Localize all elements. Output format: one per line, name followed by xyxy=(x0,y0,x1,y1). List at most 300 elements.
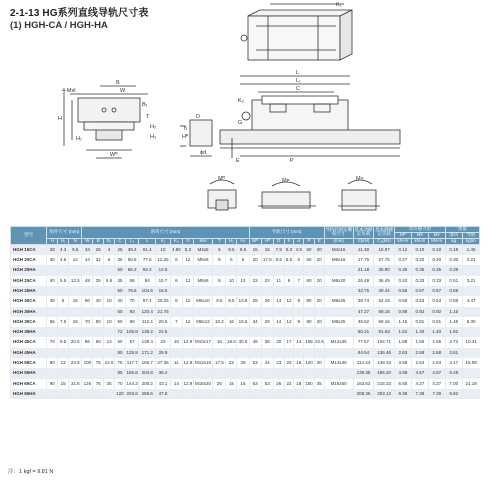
table-cell xyxy=(324,307,353,317)
table-cell xyxy=(69,307,82,317)
table-cell: 26 xyxy=(273,379,284,389)
dim-label-h3: H₃ xyxy=(150,134,157,140)
moment-label-mp: Mᴘ xyxy=(282,178,290,184)
table-cell: 21.75 xyxy=(156,307,171,317)
table-cell xyxy=(294,348,304,358)
table-cell: 94.54 xyxy=(353,348,374,358)
table-cell xyxy=(47,368,58,378)
table-cell: 4.17 xyxy=(445,358,462,368)
table-cell: 6 xyxy=(170,276,182,286)
table-cell: 2.73 xyxy=(445,337,462,347)
table-cell: 35 xyxy=(115,276,126,286)
table-cell: 0.35 xyxy=(411,265,428,275)
table-cell: 11 xyxy=(273,276,284,286)
table-cell: 1.98 xyxy=(394,337,411,347)
header-assembly: 组件尺寸 (mm) xyxy=(47,227,82,239)
table-cell xyxy=(324,265,353,275)
table-cell: 28 xyxy=(47,244,58,255)
table-cell: 9 xyxy=(294,296,304,306)
table-cell: 2.64 xyxy=(411,358,428,368)
table-cell xyxy=(213,286,226,296)
header-sub-col: C(kN) xyxy=(353,238,374,244)
table-cell: 7.38 xyxy=(428,389,445,399)
model-cell: HGH 30CA xyxy=(11,296,47,306)
dim-label-e: E xyxy=(236,158,240,164)
table-cell: 1.16 xyxy=(445,307,462,317)
page-title: 2-1-13 HG系列直线导轨尺寸表 xyxy=(10,8,149,19)
table-cell: M5x6 xyxy=(193,255,212,265)
table-cell: 1.40 xyxy=(428,327,445,337)
table-cell: 0.92 xyxy=(428,307,445,317)
header-sub-col: B₁ xyxy=(104,238,115,244)
header-my: Mʏ xyxy=(428,232,445,238)
table-cell: 117.7 xyxy=(126,358,139,368)
table-cell: 9.5 xyxy=(273,255,284,265)
table-cell: 139.4 xyxy=(139,337,156,347)
header-unit: kN-m xyxy=(394,238,411,244)
table-cell: 0.57 xyxy=(411,286,428,296)
table-cell xyxy=(193,327,212,337)
table-cell: 50 xyxy=(93,317,104,327)
table-cell xyxy=(314,327,324,337)
table-cell: 8 xyxy=(213,255,226,265)
table-cell: 0.66 xyxy=(394,296,411,306)
table-cell xyxy=(294,265,304,275)
table-cell: 12.9 xyxy=(182,337,193,347)
header-sub-col: B xyxy=(93,238,104,244)
table-cell xyxy=(249,389,261,399)
table-cell: 0.35 xyxy=(394,265,411,275)
table-cell xyxy=(304,327,315,337)
table-cell: 4.5 xyxy=(294,244,304,255)
table-cell: 15 xyxy=(237,379,249,389)
table-cell xyxy=(304,348,315,358)
table-cell xyxy=(284,307,294,317)
header-sub-col: P xyxy=(304,238,315,244)
table-cell: 0.35 xyxy=(428,265,445,275)
table-cell: 5.3 xyxy=(284,244,294,255)
table-cell xyxy=(294,307,304,317)
spec-table xyxy=(10,226,480,399)
header-sub-col: W xyxy=(82,238,93,244)
table-row xyxy=(11,307,480,317)
table-cell: 63 xyxy=(249,379,261,389)
table-cell: 4.6 xyxy=(58,255,69,265)
header-sub-col: Hᴿ xyxy=(261,238,273,244)
header-sub-col: (mm) xyxy=(324,238,353,244)
table-cell: 49.52 xyxy=(353,317,374,327)
table-cell: 9.5 xyxy=(58,337,69,347)
table-cell xyxy=(304,389,315,399)
table-cell: 60 xyxy=(115,337,126,347)
header-weight: 重量 xyxy=(445,227,479,233)
table-cell: 9.5 xyxy=(226,296,237,306)
table-cell: 5.5 xyxy=(58,276,69,286)
table-cell: M8x25 xyxy=(324,296,353,306)
table-cell: 10 xyxy=(226,276,237,286)
header-weight-block: 滑块 xyxy=(445,232,462,238)
table-cell: 26 xyxy=(115,244,126,255)
table-cell: 55 xyxy=(47,317,58,327)
table-cell: 22 xyxy=(226,358,237,368)
table-cell: 7.5 xyxy=(273,244,284,255)
table-cell: 80 xyxy=(304,317,315,327)
table-cell: 9 xyxy=(294,317,304,327)
table-cell xyxy=(314,348,324,358)
table-cell: 6 xyxy=(226,255,237,265)
table-cell: 21.18 xyxy=(462,379,479,389)
table-cell xyxy=(93,307,104,317)
table-cell: 48 xyxy=(82,276,93,286)
table-row xyxy=(11,337,480,347)
table-cell xyxy=(104,368,115,378)
table-cell: 16 xyxy=(69,296,82,306)
table-cell xyxy=(462,265,479,275)
table-cell: 8.5 xyxy=(284,255,294,265)
table-cell: 20.25 xyxy=(156,296,171,306)
table-cell: 1.55 xyxy=(428,337,445,347)
dim-label-k2: K₂ xyxy=(238,98,244,104)
header-sub-col: Wᴿ xyxy=(249,238,261,244)
table-cell: 4.57 xyxy=(411,368,428,378)
table-cell: 102.71 xyxy=(374,337,395,347)
table-cell xyxy=(462,307,479,317)
table-cell: 16 xyxy=(226,317,237,327)
table-cell: 22.5 xyxy=(156,327,171,337)
table-cell: 10.2 xyxy=(213,317,226,327)
table-cell xyxy=(249,368,261,378)
dim-label-h2: H₂ xyxy=(150,124,157,130)
table-cell xyxy=(213,389,226,399)
table-cell: 150 xyxy=(304,379,315,389)
table-cell xyxy=(249,327,261,337)
table-cell: 17.75 xyxy=(353,255,374,265)
dim-label-hr: Hᴿ xyxy=(182,134,189,140)
table-cell: 11 xyxy=(170,358,182,368)
table-cell: 60.21 xyxy=(353,327,374,337)
table-cell: 0.30 xyxy=(445,255,462,265)
table-cell: 4.3 xyxy=(58,244,69,255)
table-cell: 0.39 xyxy=(445,265,462,275)
dim-label-b1: B₁ xyxy=(142,102,148,108)
table-cell: 12.9 xyxy=(182,379,193,389)
table-cell xyxy=(93,286,104,296)
table-cell: 4.47 xyxy=(462,296,479,306)
table-cell: 12.5 xyxy=(104,358,115,368)
table-cell: 120 xyxy=(115,389,126,399)
table-cell xyxy=(104,307,115,317)
table-cell xyxy=(237,265,249,275)
table-cell xyxy=(47,389,58,399)
table-cell: 12 xyxy=(182,255,193,265)
table-cell: 12.5 xyxy=(69,276,82,286)
table-row xyxy=(11,317,480,327)
table-cell: 26.48 xyxy=(353,276,374,286)
table-cell: 84 xyxy=(139,276,156,286)
model-cell: HGH 65CA xyxy=(11,379,47,389)
table-cell xyxy=(104,389,115,399)
table-cell xyxy=(47,307,58,317)
table-cell xyxy=(284,348,294,358)
table-cell: 69.16 xyxy=(374,317,395,327)
table-cell: 16 xyxy=(213,337,226,347)
header-block: 滑块尺寸 (mm) xyxy=(82,227,249,239)
table-cell: 18 xyxy=(69,317,82,327)
table-cell: 23 xyxy=(249,276,261,286)
moment-mp-drawing xyxy=(258,182,316,208)
table-cell: 15 xyxy=(261,244,273,255)
table-header-group-row xyxy=(11,227,480,233)
table-cell: M16x50 xyxy=(324,379,353,389)
table-cell: M12x18 xyxy=(193,358,212,368)
header-rail: 导轨尺寸 (mm) xyxy=(249,227,324,239)
table-cell: 50 xyxy=(115,317,126,327)
table-cell: 208.36 xyxy=(353,389,374,399)
table-cell: 20 xyxy=(273,337,284,347)
table-cell: 91.63 xyxy=(374,327,395,337)
table-cell xyxy=(294,368,304,378)
table-cell: 39.4 xyxy=(126,244,139,255)
table-cell: 138.2 xyxy=(139,327,156,337)
table-row xyxy=(11,276,480,286)
table-cell xyxy=(182,348,193,358)
table-cell: 75 xyxy=(115,358,126,368)
table-cell xyxy=(324,368,353,378)
table-cell: 6.5 xyxy=(104,276,115,286)
table-cell xyxy=(284,286,294,296)
table-cell xyxy=(314,286,324,296)
table-cell: 1.45 xyxy=(445,317,462,327)
table-cell: M4x16 xyxy=(324,244,353,255)
table-cell: 92.2 xyxy=(139,265,156,275)
dim-label-h-small: h xyxy=(184,126,188,132)
model-cell: HGH 25HA xyxy=(11,286,47,296)
table-cell: 19.6 xyxy=(237,317,249,327)
header-dyn: 基本动额定负载 xyxy=(354,226,373,237)
header-bolt: 导轨的固定螺栓尺寸 xyxy=(325,226,353,237)
table-cell: 23 xyxy=(156,337,171,347)
table-cell xyxy=(294,327,304,337)
table-cell xyxy=(462,327,479,337)
table-cell xyxy=(284,389,294,399)
model-cell: HGH 65HA xyxy=(11,389,47,399)
table-cell xyxy=(182,389,193,399)
table-cell: 0.12 xyxy=(394,244,411,255)
table-cell xyxy=(104,286,115,296)
dim-label-h1: H₁ xyxy=(76,136,82,142)
table-cell xyxy=(170,368,182,378)
table-cell: 60 xyxy=(93,337,104,347)
table-cell xyxy=(193,265,212,275)
table-cell: 7.5 xyxy=(58,317,69,327)
dim-label-k1: K₁ xyxy=(336,2,342,8)
table-cell: 78.6 xyxy=(126,286,139,296)
table-cell: 69.16 xyxy=(374,307,395,317)
table-cell: 49.44 xyxy=(374,286,395,296)
table-cell: 12.25 xyxy=(156,255,171,265)
table-cell xyxy=(314,368,324,378)
model-cell: HGH 15CA xyxy=(11,244,47,255)
table-cell xyxy=(104,327,115,337)
table-cell: 15.08 xyxy=(462,358,479,368)
table-cell: 47.27 xyxy=(353,307,374,317)
moment-mr-drawing xyxy=(208,180,236,210)
table-cell: 7.00 xyxy=(445,379,462,389)
table-cell: 44 xyxy=(82,255,93,265)
table-cell: 6 xyxy=(104,255,115,265)
header-sub-col: H₃ xyxy=(237,238,249,244)
table-cell: 22 xyxy=(284,379,294,389)
table-cell: 4.27 xyxy=(411,379,428,389)
table-cell: 60 xyxy=(304,244,315,255)
table-cell: 112.4 xyxy=(139,317,156,327)
table-cell: M8x12 xyxy=(193,317,212,327)
table-cell xyxy=(462,368,479,378)
table-row xyxy=(11,358,480,368)
table-cell: 1.16 xyxy=(394,317,411,327)
dim-label-p: P xyxy=(290,158,294,164)
table-cell: 14 xyxy=(273,317,284,327)
table-cell xyxy=(193,368,212,378)
section-subtitle: (1) HGH-CA / HGH-HA xyxy=(10,20,108,31)
table-cell xyxy=(58,389,69,399)
table-row xyxy=(11,255,480,265)
dim-label-l1: L₁ xyxy=(296,78,301,84)
dim-label-t: T xyxy=(146,114,150,120)
table-cell: 196.20 xyxy=(374,368,395,378)
model-cell: HGH 45CA xyxy=(11,337,47,347)
table-cell xyxy=(58,327,69,337)
header-stat: 基本静额定负载 xyxy=(375,226,394,237)
table-cell: 60 xyxy=(82,296,93,306)
table-cell: 45 xyxy=(47,296,58,306)
table-cell: 80 xyxy=(47,358,58,368)
table-cell: 12 xyxy=(69,255,82,265)
table-cell xyxy=(104,348,115,358)
dim-label-b: B xyxy=(116,80,120,86)
table-cell xyxy=(170,307,182,317)
header-unit: kN-m xyxy=(428,238,445,244)
table-cell xyxy=(82,389,93,399)
model-cell: HGH 30HA xyxy=(11,307,47,317)
table-cell: 20 xyxy=(314,317,324,327)
table-cell xyxy=(324,348,353,358)
table-cell: 0.33 xyxy=(411,276,428,286)
table-cell xyxy=(304,368,315,378)
table-cell xyxy=(93,368,104,378)
table-cell: 0.92 xyxy=(411,307,428,317)
table-cell: 13 xyxy=(237,276,249,286)
header-unit: kg xyxy=(445,238,462,244)
table-cell: 61.4 xyxy=(139,244,156,255)
table-cell: 0.10 xyxy=(411,244,428,255)
table-cell: 4.85 xyxy=(170,244,182,255)
table-cell: 52.19 xyxy=(374,296,395,306)
table-cell: 26 xyxy=(93,244,104,255)
table-cell: 9.5 xyxy=(69,244,82,255)
table-cell: 8 xyxy=(213,276,226,286)
dim-label-d: D xyxy=(196,114,200,120)
table-cell xyxy=(69,265,82,275)
table-cell: 0.18 xyxy=(445,244,462,255)
table-cell xyxy=(170,286,182,296)
table-row xyxy=(11,286,480,296)
table-cell: 4.57 xyxy=(428,368,445,378)
table-row xyxy=(11,389,480,399)
header-sub-col: H₁ xyxy=(58,238,69,244)
side-view-drawing xyxy=(220,76,400,158)
model-cell: HGH 35HA xyxy=(11,327,47,337)
table-cell: M10x17 xyxy=(193,337,212,347)
table-cell: 53 xyxy=(249,358,261,368)
header-mr: Mᴿ xyxy=(394,232,411,238)
table-cell xyxy=(82,368,93,378)
table-row xyxy=(11,327,480,337)
table-cell xyxy=(284,368,294,378)
table-cell: 7 xyxy=(170,317,182,327)
table-cell: 1.40 xyxy=(411,327,428,337)
table-cell xyxy=(182,307,193,317)
table-cell: 10 xyxy=(104,317,115,327)
table-cell: 9 xyxy=(284,276,294,286)
table-cell xyxy=(294,286,304,296)
table-cell: 29 xyxy=(261,317,273,327)
table-cell xyxy=(104,265,115,275)
table-cell: 43.1 xyxy=(156,379,171,389)
table-cell: 10 xyxy=(104,296,115,306)
table-cell: 13 xyxy=(58,358,69,368)
table-cell: 1.92 xyxy=(445,327,462,337)
header-sub-col: H xyxy=(47,238,58,244)
table-cell: 0.88 xyxy=(394,307,411,317)
table-cell: 20 xyxy=(314,296,324,306)
table-cell: 14 xyxy=(170,379,182,389)
table-cell: M4x5 xyxy=(193,244,212,255)
table-cell: 93 xyxy=(126,307,139,317)
table-cell: 32 xyxy=(93,255,104,265)
table-cell xyxy=(47,348,58,358)
table-cell: 15 xyxy=(58,379,69,389)
table-cell: 22.5 xyxy=(314,337,324,347)
table-cell: 144.2 xyxy=(126,379,139,389)
table-cell xyxy=(226,286,237,296)
header-sub-col: T xyxy=(213,238,226,244)
header-sub-col: N xyxy=(69,238,82,244)
table-cell xyxy=(462,389,479,399)
table-row xyxy=(11,244,480,255)
table-cell xyxy=(226,327,237,337)
table-cell: 104.6 xyxy=(139,286,156,296)
table-cell: 18.5 xyxy=(226,337,237,347)
header-unit: kN-m xyxy=(411,238,428,244)
header-model: 型号 xyxy=(11,227,47,245)
table-cell: 18.5 xyxy=(156,286,171,296)
table-cell: 36 xyxy=(115,255,126,265)
table-cell xyxy=(237,368,249,378)
table-cell xyxy=(261,265,273,275)
header-moment: 容许静力矩 xyxy=(394,227,445,233)
table-cell: 0.69 xyxy=(445,286,462,296)
table-cell xyxy=(193,307,212,317)
table-cell: 20 xyxy=(284,358,294,368)
header-sub-col: E xyxy=(314,238,324,244)
table-cell xyxy=(261,286,273,296)
table-cell: 29 xyxy=(237,358,249,368)
table-cell xyxy=(249,286,261,296)
table-cell: 303.13 xyxy=(374,389,395,399)
table-cell: M12x35 xyxy=(324,337,353,347)
table-cell: 148.33 xyxy=(374,358,395,368)
